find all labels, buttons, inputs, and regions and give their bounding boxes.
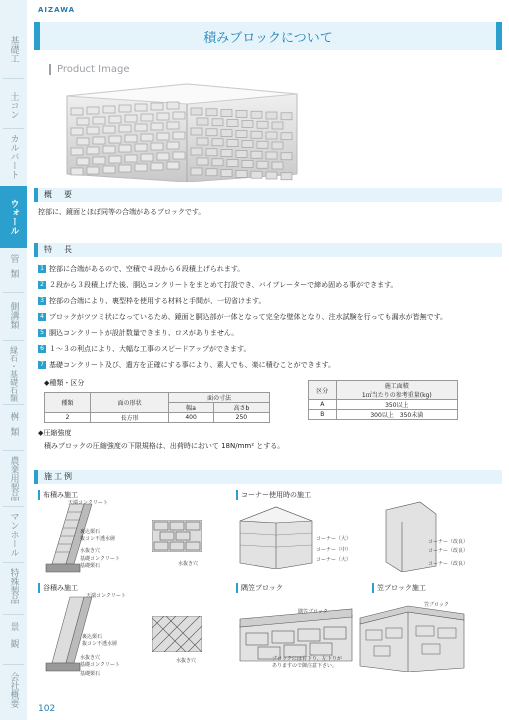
feature-number: 3 — [38, 297, 46, 305]
brick-shape — [206, 169, 217, 176]
example-title: 笠ブロック施工 — [372, 583, 426, 593]
brand-logo: AIZAWA — [38, 6, 76, 14]
sidebar-item-label: カルバート — [8, 134, 19, 179]
table-cell: 350以上 — [336, 400, 457, 410]
example-title: 布積み施工 — [38, 490, 78, 500]
feature-text: ２段から３段積上げた後、胴込コンクリートをまとめて打設でき、バイブレーターで締め固める事ができます。 — [49, 281, 398, 289]
brick-shape — [77, 118, 89, 125]
feature-item — [38, 296, 265, 306]
brick-shape — [227, 120, 238, 127]
brick-shape — [109, 116, 121, 123]
example-title: コーナー使用時の施工 — [236, 490, 311, 500]
feature-text: 控部の合端により、裏型枠を使用する材料と手間が、一切省けます。 — [49, 297, 266, 305]
sidebar-item-label: 縁石・基礎石類 — [9, 346, 19, 402]
sidebar-item-label: マンホール — [8, 512, 19, 557]
feature-item — [38, 344, 250, 354]
sidebar-item-special[interactable] — [0, 568, 27, 604]
feature-item — [38, 360, 335, 370]
diagram-label: コーナー（中） — [316, 547, 352, 553]
sidebar-item-label: 特殊製品 — [8, 568, 19, 604]
example-title: 隅笠ブロック — [236, 583, 283, 593]
brick-shape — [157, 133, 169, 140]
table-header: 面の形状 — [90, 393, 168, 413]
features-heading: 特 長 — [34, 243, 502, 257]
brick-shape — [212, 119, 223, 126]
brick-shape — [71, 108, 83, 115]
feature-number: 5 — [38, 329, 46, 337]
feature-item — [38, 328, 238, 338]
sidebar-item-label: 桝類 — [8, 412, 19, 442]
brick-shape — [167, 162, 179, 169]
table-header: 区分 — [309, 381, 337, 400]
brick-shape — [242, 120, 253, 127]
brick-shape — [281, 153, 292, 160]
brick-shape — [151, 123, 163, 130]
diagram-label: 隅笠ブロック — [298, 609, 328, 615]
strength-heading: ◆圧縮強度 — [38, 429, 72, 437]
brick-shape — [151, 103, 163, 110]
sidebar-item-label: 管類 — [8, 254, 19, 284]
brick-shape — [93, 117, 105, 124]
sidebar-item-landscape[interactable] — [0, 622, 27, 656]
brick-shape — [212, 139, 223, 146]
sidebar-item-label: 会社概要 — [8, 672, 19, 708]
feature-text: １～３の利点により、大幅な工事のスピードアップができます。 — [49, 345, 251, 353]
brick-shape — [191, 128, 202, 135]
sidebar-nav — [0, 0, 27, 720]
diagram-label: コーナー（改良） — [428, 548, 469, 554]
diagram-label: 裏込栗石 — [82, 634, 103, 640]
table-header — [336, 381, 457, 400]
sidebar-item-company[interactable] — [0, 672, 27, 708]
brick-shape — [197, 138, 208, 145]
table-header-line: 1㎡当たりの参考重量(kg) — [361, 392, 432, 399]
class-table — [308, 380, 458, 420]
product-image — [47, 78, 307, 182]
overview-text: 控部に、鏡面とほぼ同等の合端があるブロックです。 — [38, 208, 206, 216]
brick-shape — [151, 143, 163, 150]
table-row — [309, 400, 458, 410]
example-title: 谷積み施工 — [38, 583, 78, 593]
table-header: 高さb — [213, 403, 269, 413]
brick-shape — [191, 168, 202, 175]
brick-shape — [141, 134, 153, 141]
brick-shape — [206, 109, 217, 116]
brick-shape — [236, 130, 247, 137]
feature-number: 7 — [38, 361, 46, 369]
brick-shape — [135, 124, 147, 131]
corner-diagram-1 — [236, 505, 316, 569]
brick-shape — [77, 138, 89, 145]
diagram-label: 水抜き穴 — [80, 655, 101, 661]
brick-shape — [119, 165, 131, 172]
table-header: 面の寸法 — [169, 393, 270, 403]
brick-shape — [157, 153, 169, 160]
brick-shape — [173, 152, 185, 159]
overview-heading: 概 要 — [34, 188, 502, 202]
feature-text: 基礎コンクリート及び、遣方を正確にする事により、素人でも、楽に積むことができます。 — [49, 361, 336, 369]
brick-shape — [251, 131, 262, 138]
brick-shape — [87, 147, 99, 154]
diagram-label: 裏込栗石 — [80, 529, 101, 535]
brick-shape — [109, 156, 121, 163]
brick-shape — [141, 114, 153, 121]
diagram-label: コーナー（改良） — [428, 539, 469, 545]
brick-shape — [251, 171, 262, 178]
kinds-heading: ◆種類・区分 — [44, 379, 85, 387]
sidebar-item-earth-concrete[interactable] — [0, 92, 27, 119]
sidebar-item-label: 土コン — [8, 92, 19, 119]
feature-number: 2 — [38, 281, 46, 289]
diagram-label: 基礎栗石 — [80, 671, 101, 677]
brick-shape — [93, 137, 105, 144]
table-cell: 300以上 350未満 — [336, 410, 457, 420]
brick-shape — [272, 162, 283, 169]
brick-shape — [257, 121, 268, 128]
brick-shape — [103, 166, 115, 173]
feature-item — [38, 280, 398, 290]
brick-shape — [221, 130, 232, 137]
brick-shape — [119, 125, 131, 132]
brick-shape — [272, 142, 283, 149]
brick-shape — [167, 122, 179, 129]
brick-shape — [125, 135, 137, 142]
diagram-label: 天端コンクリート — [68, 500, 108, 506]
diagram-label: 笠ブロック — [424, 602, 449, 608]
brick-shape — [151, 163, 163, 170]
brick-shape — [191, 108, 202, 115]
sidebar-item-basins[interactable] — [0, 412, 27, 442]
diagram-note: ブロックには右下り、左下りが — [272, 656, 342, 662]
diagram-label: 水抜き穴 — [176, 658, 197, 664]
brick-shape — [212, 159, 223, 166]
brick-shape — [87, 127, 99, 134]
feature-text: 控部に合端があるので、空積で４段から６段積上げられます。 — [49, 265, 245, 273]
brick-shape — [125, 155, 137, 162]
brick-shape — [77, 158, 89, 165]
brick-shape — [221, 150, 232, 157]
sidebar-item-label: 側溝類 — [8, 302, 19, 329]
brick-shape — [103, 126, 115, 133]
brick-shape — [281, 133, 292, 140]
table-header-line: 施工面積 — [384, 383, 409, 390]
brick-shape — [272, 122, 283, 129]
product-image-label: Product Image — [49, 64, 129, 75]
brick-shape — [141, 154, 153, 161]
brick-shape — [266, 172, 277, 179]
brick-shape — [109, 136, 121, 143]
table-header: 幅a — [169, 403, 213, 413]
diagram-label: コーナー（大） — [316, 536, 352, 542]
brick-shape — [119, 105, 131, 112]
table-header: 種類 — [45, 393, 91, 413]
brick-shape — [251, 151, 262, 158]
sidebar-item-label: ウォール — [8, 199, 19, 235]
sidebar-item-pipes[interactable] — [0, 254, 27, 284]
brick-shape — [119, 145, 131, 152]
brick-shape — [242, 160, 253, 167]
feature-item — [38, 312, 447, 322]
brick-shape — [281, 113, 292, 120]
sidebar-item-curbs[interactable] — [0, 346, 27, 402]
brick-shape — [87, 167, 99, 174]
page-title: 積みブロックについて — [203, 30, 333, 46]
brick-shape — [227, 160, 238, 167]
strength-text: 積みブロックの圧縮強度の下限規格は、出荷時において 18N/mm² とする。 — [44, 442, 285, 450]
feature-number: 6 — [38, 345, 46, 353]
brick-shape — [167, 102, 179, 109]
brick-shape — [206, 149, 217, 156]
sidebar-item-label: 基礎工 — [8, 36, 19, 63]
diagram-label: 抜コン不透水層 — [82, 641, 118, 647]
brick-shape — [257, 161, 268, 168]
feature-number: 4 — [38, 313, 46, 321]
feature-text: ブロックがツツミ状になっているため、鏡面と胴込部が一体となって完全な壁体となり、注水試験を行っても漏水が皆無です。 — [49, 313, 448, 321]
diagram-label: 基礎栗石 — [80, 563, 101, 569]
feature-text: 胴込コンクリートが設計数量できまり、ロスがありません。 — [49, 329, 239, 337]
diagram-label: コーナー（改良） — [428, 561, 469, 567]
table-cell: 400 — [169, 413, 213, 423]
table-row — [309, 410, 458, 420]
diagram-label: 天端コンクリート — [86, 593, 126, 599]
diagram-label: 基礎コンクリート — [80, 556, 120, 562]
brick-shape — [197, 158, 208, 165]
examples-heading: 施工例 — [34, 470, 502, 484]
table-cell: A — [309, 400, 337, 410]
table-cell: 250 — [213, 413, 269, 423]
brick-shape — [71, 148, 83, 155]
brick-shape — [103, 106, 115, 113]
sidebar-item-gutters[interactable] — [0, 302, 27, 329]
brick-shape — [191, 148, 202, 155]
diagram-label: 抜コン不透水層 — [80, 536, 116, 542]
brick-shape — [167, 142, 179, 149]
feature-item — [38, 264, 244, 274]
cap-block-diagram — [358, 598, 466, 672]
sidebar-item-wall[interactable] — [0, 186, 27, 248]
diagram-label: コーナー（大） — [316, 557, 352, 563]
brick-shape — [135, 104, 147, 111]
diagram-label: 基礎コンクリート — [80, 662, 120, 668]
table-cell: 2 — [45, 413, 91, 423]
brick-shape — [227, 140, 238, 147]
brick-shape — [266, 112, 277, 119]
brick-shape — [71, 128, 83, 135]
table-row — [45, 413, 270, 423]
brick-shape — [242, 140, 253, 147]
sidebar-item-label: 農業用製品 — [8, 456, 19, 501]
brick-face-diagram — [152, 520, 202, 552]
brick-shape — [103, 146, 115, 153]
diagram-note: ありますので御注意下さい。 — [272, 663, 338, 669]
brick-shape — [236, 150, 247, 157]
brick-shape — [135, 164, 147, 171]
diagonal-brick-diagram — [152, 616, 202, 652]
brick-shape — [135, 144, 147, 151]
brick-shape — [266, 132, 277, 139]
table-cell: B — [309, 410, 337, 420]
brick-shape — [206, 129, 217, 136]
brick-shape — [266, 152, 277, 159]
brick-shape — [71, 168, 83, 175]
brick-shape — [157, 113, 169, 120]
brick-shape — [93, 157, 105, 164]
table-cell: 長方形 — [90, 413, 168, 423]
brick-shape — [125, 115, 137, 122]
page-number: 102 — [38, 704, 56, 714]
sidebar-item-culvert[interactable] — [0, 134, 27, 179]
sidebar-item-foundation[interactable] — [0, 36, 27, 63]
diagram-label: 水抜き穴 — [80, 548, 101, 554]
brick-shape — [236, 110, 247, 117]
diagram-label: 水抜き穴 — [178, 561, 199, 567]
brick-shape — [281, 173, 292, 180]
brick-shape — [236, 170, 247, 177]
brick-shape — [197, 118, 208, 125]
feature-number: 1 — [38, 265, 46, 273]
brick-shape — [221, 110, 232, 117]
page-title-bar — [34, 22, 502, 50]
brick-shape — [173, 132, 185, 139]
sidebar-item-agriculture[interactable] — [0, 456, 27, 501]
brick-shape — [173, 112, 185, 119]
brick-shape — [251, 111, 262, 118]
brick-shape — [221, 170, 232, 177]
sidebar-item-manhole[interactable] — [0, 512, 27, 557]
brick-shape — [87, 107, 99, 114]
sidebar-item-label: 景観 — [8, 622, 19, 656]
brick-shape — [257, 141, 268, 148]
kinds-table — [44, 392, 270, 423]
